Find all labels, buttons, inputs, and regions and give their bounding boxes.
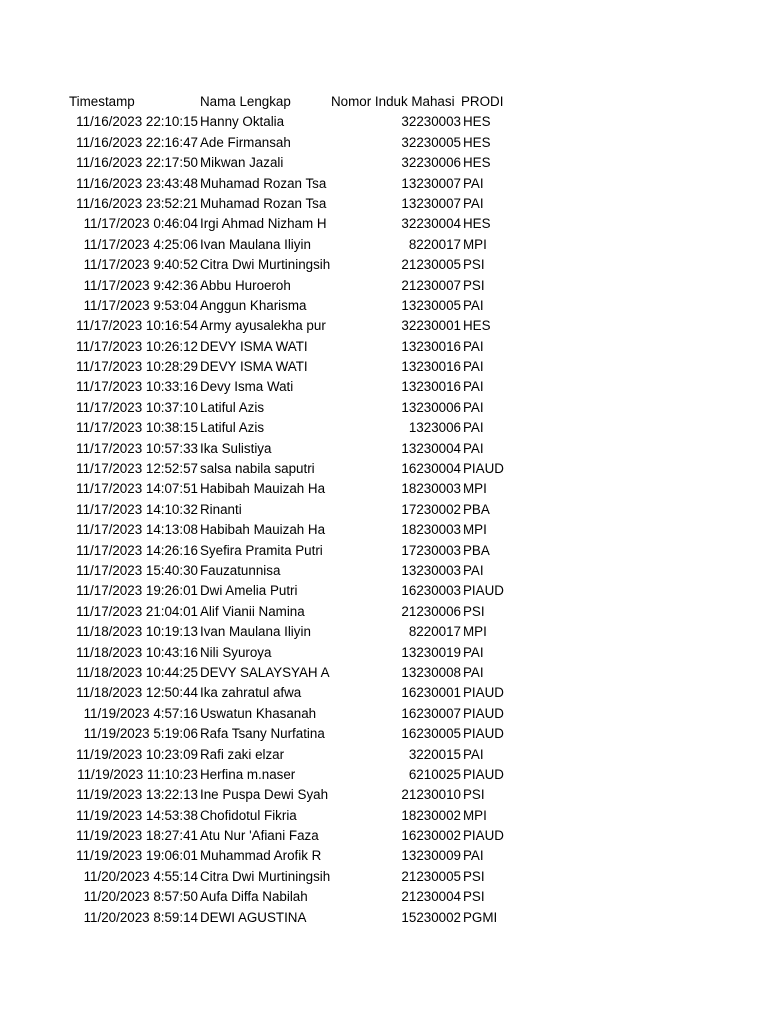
timestamp-cell: 11/18/2023 12:50:44 — [76, 685, 198, 701]
table-row — [0, 500, 768, 520]
timestamp-cell: 11/18/2023 10:19:13 — [76, 624, 198, 640]
table-row — [0, 479, 768, 499]
timestamp-cell: 11/19/2023 11:10:23 — [77, 766, 198, 782]
prodi-cell: MPI — [463, 236, 487, 252]
timestamp-cell: 11/17/2023 0:46:04 — [83, 216, 198, 232]
prodi-cell: PAI — [463, 420, 484, 436]
name-cell: Habibah Mauizah Ha — [200, 481, 326, 497]
table-row — [0, 745, 768, 765]
nim-cell: 13230006 — [401, 399, 461, 415]
name-cell: Mikwan Jazali — [200, 155, 284, 171]
prodi-cell: PAI — [463, 399, 484, 415]
nim-cell: 8220017 — [408, 236, 461, 252]
prodi-cell: PSI — [463, 277, 485, 293]
header-row — [0, 92, 768, 112]
name-cell: Ivan Maulana Iliyin — [200, 624, 311, 640]
prodi-cell: PAI — [463, 848, 484, 864]
prodi-cell: PIAUD — [463, 828, 504, 844]
timestamp-cell: 11/19/2023 14:53:38 — [76, 807, 198, 823]
table-row — [0, 112, 768, 132]
name-cell: Alif Vianii Namina — [200, 603, 305, 619]
nim-cell: 18230003 — [401, 522, 461, 538]
name-cell: Aufa Diffa Nabilah — [200, 889, 308, 905]
name-cell: Muhamad Rozan Tsa — [200, 175, 327, 191]
table-row — [0, 643, 768, 663]
nim-cell: 13230008 — [401, 664, 461, 680]
nim-cell: 13230016 — [401, 338, 461, 354]
timestamp-cell: 11/17/2023 9:42:36 — [83, 277, 198, 293]
table-row — [0, 153, 768, 173]
header-timestamp: Timestamp — [69, 94, 135, 109]
name-cell: salsa nabila saputri — [200, 461, 315, 477]
prodi-cell: PIAUD — [463, 685, 504, 701]
timestamp-cell: 11/17/2023 10:28:29 — [76, 359, 198, 375]
table-row — [0, 765, 768, 785]
nim-cell: 15230002 — [401, 909, 461, 925]
nim-cell: 13230003 — [401, 562, 461, 578]
name-cell: DEVY SALAYSYAH A — [200, 664, 330, 680]
prodi-cell: PIAUD — [463, 583, 504, 599]
timestamp-cell: 11/20/2023 4:55:14 — [83, 868, 198, 884]
table-row — [0, 867, 768, 887]
table-row — [0, 887, 768, 907]
name-cell: Uswatun Khasanah — [200, 705, 317, 721]
nim-cell: 13230005 — [401, 297, 461, 313]
nim-cell: 16230004 — [401, 461, 461, 477]
timestamp-cell: 11/19/2023 19:06:01 — [76, 848, 198, 864]
prodi-cell: PSI — [463, 868, 485, 884]
name-cell: Citra Dwi Murtiningsih — [200, 868, 331, 884]
name-cell: Rafi zaki elzar — [200, 746, 285, 762]
prodi-cell: HES — [463, 114, 491, 130]
name-cell: Habibah Mauizah Ha — [200, 522, 326, 538]
name-cell: Latiful Azis — [200, 420, 265, 436]
prodi-cell: PAI — [463, 175, 484, 191]
table-row — [0, 581, 768, 601]
table-row — [0, 541, 768, 561]
nim-cell: 13230016 — [401, 359, 461, 375]
spreadsheet-table — [0, 92, 768, 928]
name-cell: Atu Nur 'Afiani Faza — [200, 828, 319, 844]
table-row — [0, 846, 768, 866]
prodi-cell: PAI — [463, 562, 484, 578]
nim-cell: 8220017 — [408, 624, 461, 640]
timestamp-cell: 11/17/2023 15:40:30 — [76, 562, 198, 578]
table-row — [0, 908, 768, 928]
name-cell: Chofidotul Fikria — [200, 807, 297, 823]
nim-cell: 32230004 — [401, 216, 461, 232]
prodi-cell: PIAUD — [463, 726, 504, 742]
name-cell: Ine Puspa Dewi Syah — [200, 787, 329, 803]
name-cell: DEVY ISMA WATI — [200, 359, 308, 375]
table-row — [0, 377, 768, 397]
header-name: Nama Lengkap — [200, 94, 291, 109]
nim-cell: 32230005 — [401, 134, 461, 150]
nim-cell: 16230003 — [401, 583, 461, 599]
timestamp-cell: 11/17/2023 10:57:33 — [76, 440, 198, 456]
name-cell: Fauzatunnisa — [200, 562, 281, 578]
timestamp-cell: 11/17/2023 14:10:32 — [76, 501, 198, 517]
header-nim: Nomor Induk Mahasi — [331, 94, 455, 109]
nim-cell: 21230007 — [401, 277, 461, 293]
name-cell: Muhamad Rozan Tsa — [200, 195, 327, 211]
timestamp-cell: 11/20/2023 8:59:14 — [83, 909, 198, 925]
prodi-cell: PIAUD — [463, 705, 504, 721]
timestamp-cell: 11/19/2023 13:22:13 — [76, 787, 198, 803]
table-row — [0, 316, 768, 336]
nim-cell: 32230006 — [401, 155, 461, 171]
table-row — [0, 337, 768, 357]
table-row — [0, 683, 768, 703]
timestamp-cell: 11/20/2023 8:57:50 — [83, 889, 198, 905]
prodi-cell: PAI — [463, 359, 484, 375]
prodi-cell: PAI — [463, 440, 484, 456]
table-row — [0, 663, 768, 683]
name-cell: Rinanti — [200, 501, 242, 517]
timestamp-cell: 11/17/2023 10:33:16 — [76, 379, 198, 395]
timestamp-cell: 11/17/2023 10:16:54 — [76, 318, 198, 334]
prodi-cell: PIAUD — [463, 766, 504, 782]
prodi-cell: PAI — [463, 644, 484, 660]
name-cell: Latiful Azis — [200, 399, 265, 415]
name-cell: Syefira Pramita Putri — [200, 542, 323, 558]
table-row — [0, 806, 768, 826]
table-row — [0, 398, 768, 418]
timestamp-cell: 11/16/2023 23:43:48 — [76, 175, 198, 191]
name-cell: DEWI AGUSTINA — [200, 909, 307, 925]
prodi-cell: PAI — [463, 664, 484, 680]
table-row — [0, 459, 768, 479]
name-cell: Devy Isma Wati — [200, 379, 294, 395]
nim-cell: 13230004 — [401, 440, 461, 456]
nim-cell: 16230007 — [401, 705, 461, 721]
name-cell: Herfina m.naser — [200, 766, 296, 782]
prodi-cell: MPI — [463, 624, 487, 640]
prodi-cell: PAI — [463, 338, 484, 354]
timestamp-cell: 11/17/2023 10:38:15 — [76, 420, 198, 436]
prodi-cell: PSI — [463, 257, 485, 273]
table-row — [0, 174, 768, 194]
prodi-cell: MPI — [463, 481, 487, 497]
nim-cell: 3220015 — [408, 746, 461, 762]
timestamp-cell: 11/19/2023 5:19:06 — [83, 726, 198, 742]
timestamp-cell: 11/17/2023 10:26:12 — [76, 338, 198, 354]
prodi-cell: HES — [463, 155, 491, 171]
nim-cell: 18230003 — [401, 481, 461, 497]
nim-cell: 13230007 — [401, 175, 461, 191]
table-row — [0, 622, 768, 642]
name-cell: Ika zahratul afwa — [200, 685, 302, 701]
timestamp-cell: 11/17/2023 14:07:51 — [76, 481, 198, 497]
timestamp-cell: 11/17/2023 4:25:06 — [83, 236, 198, 252]
table-row — [0, 724, 768, 744]
name-cell: Army ayusalekha pur — [200, 318, 326, 334]
nim-cell: 21230010 — [401, 787, 461, 803]
nim-cell: 13230009 — [401, 848, 461, 864]
nim-cell: 1323006 — [408, 420, 461, 436]
table-row — [0, 296, 768, 316]
timestamp-cell: 11/16/2023 22:10:15 — [76, 114, 198, 130]
table-row — [0, 214, 768, 234]
name-cell: DEVY ISMA WATI — [200, 338, 308, 354]
name-cell: Hanny Oktalia — [200, 114, 285, 130]
nim-cell: 16230005 — [401, 726, 461, 742]
prodi-cell: PGMI — [463, 909, 498, 925]
timestamp-cell: 11/17/2023 12:52:57 — [76, 461, 198, 477]
prodi-cell: PAI — [463, 746, 484, 762]
table-row — [0, 276, 768, 296]
name-cell: Dwi Amelia Putri — [200, 583, 298, 599]
nim-cell: 16230002 — [401, 828, 461, 844]
timestamp-cell: 11/17/2023 9:53:04 — [83, 297, 198, 313]
prodi-cell: HES — [463, 216, 491, 232]
prodi-cell: PBA — [463, 501, 490, 517]
nim-cell: 21230006 — [401, 603, 461, 619]
nim-cell: 21230005 — [401, 868, 461, 884]
name-cell: Muhammad Arofik R — [200, 848, 322, 864]
table-row — [0, 255, 768, 275]
table-row — [0, 704, 768, 724]
table-row — [0, 357, 768, 377]
header-prodi: PRODI — [461, 94, 504, 109]
timestamp-cell: 11/19/2023 4:57:16 — [83, 705, 198, 721]
table-row — [0, 439, 768, 459]
name-cell: Nili Syuroya — [200, 644, 272, 660]
prodi-cell: PBA — [463, 542, 490, 558]
timestamp-cell: 11/17/2023 10:37:10 — [76, 399, 198, 415]
prodi-cell: PAI — [463, 195, 484, 211]
timestamp-cell: 11/19/2023 10:23:09 — [76, 746, 198, 762]
table-row — [0, 194, 768, 214]
name-cell: Ade Firmansah — [200, 134, 291, 150]
timestamp-cell: 11/17/2023 19:26:01 — [76, 583, 198, 599]
timestamp-cell: 11/16/2023 22:17:50 — [76, 155, 198, 171]
timestamp-cell: 11/18/2023 10:43:16 — [76, 644, 198, 660]
nim-cell: 16230001 — [401, 685, 461, 701]
prodi-cell: MPI — [463, 807, 487, 823]
prodi-cell: PIAUD — [463, 461, 504, 477]
table-row — [0, 418, 768, 438]
timestamp-cell: 11/17/2023 9:40:52 — [83, 257, 198, 273]
nim-cell: 13230019 — [401, 644, 461, 660]
nim-cell: 21230004 — [401, 889, 461, 905]
table-row — [0, 785, 768, 805]
nim-cell: 32230003 — [401, 114, 461, 130]
prodi-cell: PSI — [463, 889, 485, 905]
name-cell: Ivan Maulana Iliyin — [200, 236, 311, 252]
table-row — [0, 520, 768, 540]
timestamp-cell: 11/17/2023 21:04:01 — [76, 603, 198, 619]
prodi-cell: PAI — [463, 379, 484, 395]
timestamp-cell: 11/19/2023 18:27:41 — [76, 828, 198, 844]
prodi-cell: PSI — [463, 603, 485, 619]
timestamp-cell: 11/17/2023 14:26:16 — [76, 542, 198, 558]
nim-cell: 21230005 — [401, 257, 461, 273]
nim-cell: 18230002 — [401, 807, 461, 823]
nim-cell: 17230003 — [401, 542, 461, 558]
timestamp-cell: 11/16/2023 22:16:47 — [76, 134, 198, 150]
nim-cell: 17230002 — [401, 501, 461, 517]
name-cell: Ika Sulistiya — [200, 440, 272, 456]
prodi-cell: PSI — [463, 787, 485, 803]
nim-cell: 13230007 — [401, 195, 461, 211]
timestamp-cell: 11/17/2023 14:13:08 — [76, 522, 198, 538]
prodi-cell: HES — [463, 134, 491, 150]
prodi-cell: MPI — [463, 522, 487, 538]
timestamp-cell: 11/18/2023 10:44:25 — [76, 664, 198, 680]
name-cell: Rafa Tsany Nurfatina — [200, 726, 325, 742]
nim-cell: 6210025 — [408, 766, 461, 782]
name-cell: Irgi Ahmad Nizham H — [200, 216, 327, 232]
nim-cell: 32230001 — [401, 318, 461, 334]
nim-cell: 13230016 — [401, 379, 461, 395]
name-cell: Anggun Kharisma — [200, 297, 307, 313]
timestamp-cell: 11/16/2023 23:52:21 — [76, 195, 198, 211]
table-row — [0, 602, 768, 622]
table-row — [0, 826, 768, 846]
table-body — [0, 112, 768, 928]
prodi-cell: PAI — [463, 297, 484, 313]
table-row — [0, 133, 768, 153]
table-row — [0, 561, 768, 581]
name-cell: Citra Dwi Murtiningsih — [200, 257, 331, 273]
prodi-cell: HES — [463, 318, 491, 334]
name-cell: Abbu Huroeroh — [200, 277, 291, 293]
table-row — [0, 235, 768, 255]
